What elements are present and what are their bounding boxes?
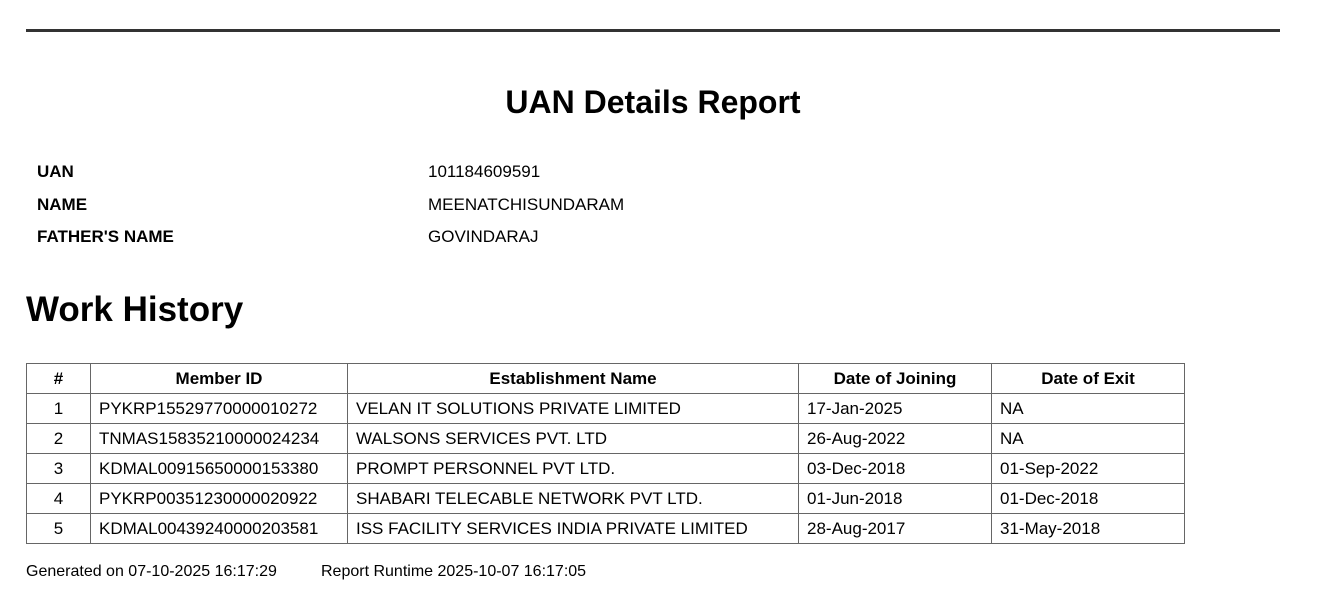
date-of-exit: NA <box>992 394 1185 424</box>
table-row <box>27 424 1185 454</box>
table-row <box>27 394 1185 424</box>
table-header-row <box>27 364 1185 394</box>
member-id: KDMAL00439240000203581 <box>91 514 348 544</box>
member-id: KDMAL00915650000153380 <box>91 454 348 484</box>
row-number: 3 <box>27 454 91 484</box>
column-header-date-of-exit: Date of Exit <box>992 364 1185 394</box>
row-number: 4 <box>27 484 91 514</box>
info-value: MEENATCHISUNDARAM <box>428 195 625 214</box>
establishment-name: PROMPT PERSONNEL PVT LTD. <box>348 454 799 484</box>
table-row <box>27 454 1185 484</box>
date-of-exit: 01-Dec-2018 <box>992 484 1185 514</box>
establishment-name: VELAN IT SOLUTIONS PRIVATE LIMITED <box>348 394 799 424</box>
column-header-date-of-joining: Date of Joining <box>799 364 992 394</box>
info-label: NAME <box>37 195 88 214</box>
work-history-table <box>26 363 1185 544</box>
date-of-joining: 03-Dec-2018 <box>799 454 992 484</box>
row-number: 2 <box>27 424 91 454</box>
date-of-joining: 17-Jan-2025 <box>799 394 992 424</box>
generated-on-text: Generated on 07-10-2025 16:17:29 <box>26 563 277 580</box>
date-of-joining: 26-Aug-2022 <box>799 424 992 454</box>
date-of-exit: NA <box>992 424 1185 454</box>
establishment-name: ISS FACILITY SERVICES INDIA PRIVATE LIMITED <box>348 514 799 544</box>
info-value: GOVINDARAJ <box>428 227 539 246</box>
member-id: PYKRP15529770000010272 <box>91 394 348 424</box>
row-number: 5 <box>27 514 91 544</box>
column-header-establishment-name: Establishment Name <box>348 364 799 394</box>
date-of-joining: 01-Jun-2018 <box>799 484 992 514</box>
top-divider <box>26 29 1280 32</box>
date-of-joining: 28-Aug-2017 <box>799 514 992 544</box>
table-row <box>27 484 1185 514</box>
establishment-name: SHABARI TELECABLE NETWORK PVT LTD. <box>348 484 799 514</box>
info-label: UAN <box>37 162 74 181</box>
section-title-work-history: Work History <box>26 290 244 329</box>
member-id: TNMAS15835210000024234 <box>91 424 348 454</box>
member-id: PYKRP00351230000020922 <box>91 484 348 514</box>
date-of-exit: 31-May-2018 <box>992 514 1185 544</box>
report-runtime-text: Report Runtime 2025-10-07 16:17:05 <box>321 563 587 580</box>
table-row <box>27 514 1185 544</box>
date-of-exit: 01-Sep-2022 <box>992 454 1185 484</box>
info-value: 101184609591 <box>428 162 541 181</box>
info-label: FATHER'S NAME <box>37 227 174 246</box>
column-header-member-id: Member ID <box>91 364 348 394</box>
row-number: 1 <box>27 394 91 424</box>
column-header-number: # <box>27 364 91 394</box>
report-title: UAN Details Report <box>505 84 801 120</box>
establishment-name: WALSONS SERVICES PVT. LTD <box>348 424 799 454</box>
